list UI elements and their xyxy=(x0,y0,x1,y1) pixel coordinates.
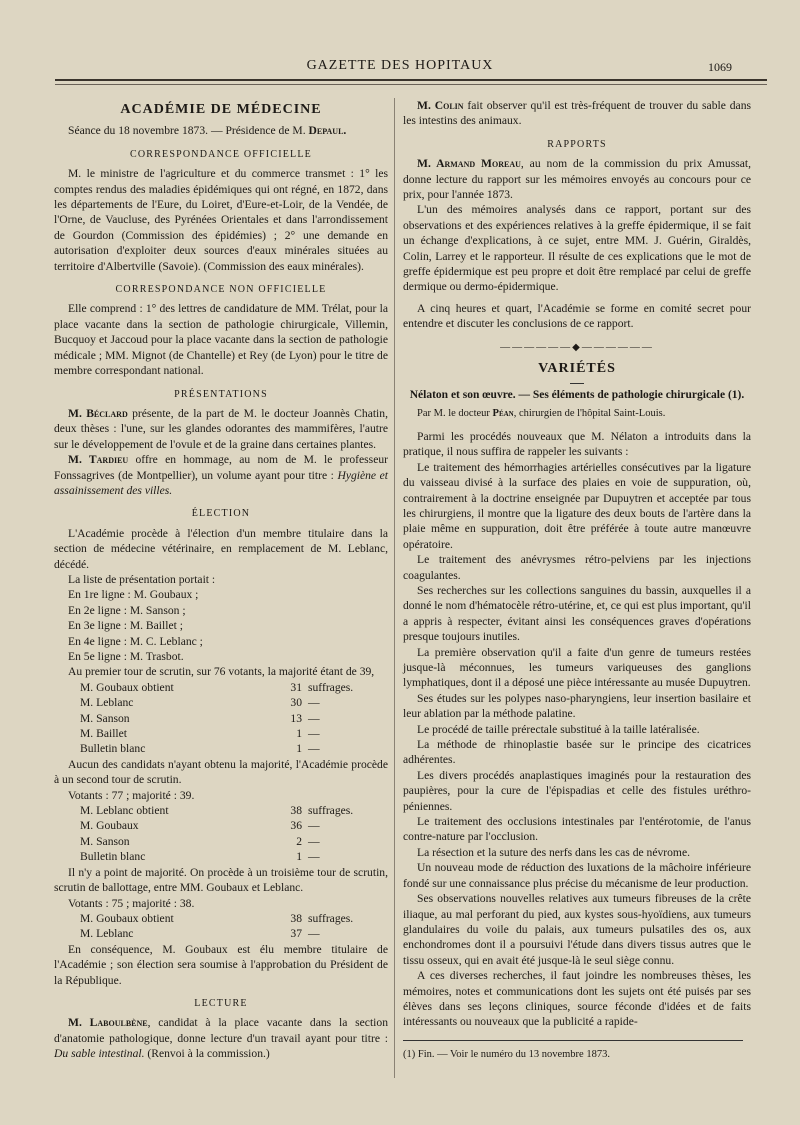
votes: 2 xyxy=(296,834,302,848)
votes: 38 xyxy=(290,804,302,818)
votes: 38 xyxy=(290,911,302,925)
tour2-intro: Aucun des candidats n'ayant obtenu la majorité, l'Académie procède à un second tour de scrutin. xyxy=(54,757,388,787)
table-row xyxy=(80,911,353,926)
header-rule xyxy=(55,79,767,81)
paragraph-presentation-tardieu xyxy=(54,452,388,498)
text-colin: fait observer qu'il est très-fréquent de trouver du sable dans les intestins des animaux. xyxy=(403,99,752,128)
candidate: M. Goubaux obtient xyxy=(80,680,174,694)
tour1-intro: Au premier tour de scrutin, sur 76 votants, la majorité étant de 39, xyxy=(68,665,375,679)
name-colin: M. Colin xyxy=(417,99,464,112)
ornamental-divider: ——————◆—————— xyxy=(500,341,654,353)
vote-table-tour1 xyxy=(80,680,353,757)
election-conclusion: En conséquence, M. Goubaux est élu membre titulaire de l'Académie ; son élection sera soumise à l'approbation du Président de la République. xyxy=(54,942,388,987)
vote-table-tour3 xyxy=(80,911,353,942)
candidate: M. Goubaux xyxy=(80,819,139,833)
table-row xyxy=(80,680,353,695)
table-row xyxy=(80,741,353,756)
article-title: Nélaton et son œuvre. — Ses éléments de pathologie chirurgicale (1). xyxy=(409,388,745,401)
article-paragraph: Le traitement des hémorrhagies artérielles consécutives par la ligature du vaisseau divisé à la surface des plaies en voie de suppuration, où, contrairement à la doctrine enseignée par Dupuytren et acceptée par tous les chirurgiens, il montre que la ligature des deux bouts de l'artère dans la plaie même en suppuration, doit être préférée à toute autre manœuvre opératoire. xyxy=(403,460,751,551)
name-beclard: M. Béclard xyxy=(68,406,128,420)
unit: — xyxy=(308,711,320,725)
paragraph-lecture xyxy=(54,1015,388,1061)
candidate: M. Leblanc obtient xyxy=(80,804,169,818)
candidate: M. Sanson xyxy=(80,834,130,848)
page-number: 1069 xyxy=(708,60,732,74)
paragraph-rapport xyxy=(403,156,751,202)
paragraph-presentation-beclard xyxy=(54,406,388,452)
candidate: M. Baillet xyxy=(80,727,128,741)
candidate: M. Sanson xyxy=(80,711,130,725)
article-paragraph: Ses études sur les polypes naso-pharyngiens, leur insertion basilaire et leur ablation par la méthode palatine. xyxy=(403,691,751,721)
paragraph-rapport-2: L'un des mémoires analysés dans ce rapport, portant sur des observations et des expériences relatives à la greffe épidermique, il se fait un échange d'explications, à ce sujet, entre MM. J. Guérin, Giraldès, Colin, Larrey et le rapporteur. Il résulte de ces explications que le mot de greffe épidermique est peu propre et doit être remplacé par celui de greffe dermique ou dermo-épidermique. xyxy=(403,203,751,294)
subhead-election: ÉLECTION xyxy=(191,508,251,520)
paragraph-election-intro: L'Académie procède à l'élection d'un membre titulaire dans la section de médecine vétérinaire, en remplacement de M. Leblanc, décédé. xyxy=(54,526,388,571)
byline-text: Par M. le docteur xyxy=(417,407,493,419)
table-row xyxy=(80,926,353,941)
article-paragraph: Ses recherches sur les collections sanguines du bassin, auxquelles il a donné le nom d'hématocèle rétro-utérine, et, ce qui est plus important, qu'il a appris à respecter, évitant ainsi les conséquences graves d'opérations presque toujours inutiles. xyxy=(403,583,751,644)
table-row xyxy=(80,818,353,833)
book-title: Hygiène et assainissement des villes. xyxy=(54,468,388,497)
votes: 37 xyxy=(290,927,302,941)
unit: — xyxy=(308,742,320,756)
article-paragraph: Le procédé de taille prérectale substitué à la taille latéralisée. xyxy=(417,722,700,736)
left-column xyxy=(54,98,388,1062)
text-rapport: , au nom de la commission du prix Amussat, donne lecture du rapport sur les mémoires envoyés au concours pour ce prix, pour l'année 1873. xyxy=(403,157,751,202)
table-row xyxy=(80,803,353,818)
article-paragraph: Parmi les procédés nouveaux que M. Nélaton a introduits dans la pratique, il nous suffira de rappeler les suivants : xyxy=(403,429,751,459)
list-item: En 2e ligne : M. Sanson ; xyxy=(68,603,186,617)
candidate: M. Goubaux obtient xyxy=(80,911,174,925)
unit: — xyxy=(308,819,320,833)
subhead-presentations: PRÉSENTATIONS xyxy=(174,388,268,400)
votes: 1 xyxy=(296,742,302,756)
unit: suffrages. xyxy=(308,680,354,694)
footnote-rule xyxy=(403,1040,743,1041)
text-renvoi: (Renvoi à la commission.) xyxy=(144,1047,270,1061)
article-paragraph: La méthode de rhinoplastie basée sur le principe des cicatrices adhérentes. xyxy=(403,738,751,767)
candidate: Bulletin blanc xyxy=(80,742,146,756)
unit: — xyxy=(308,727,320,741)
article-paragraph: La résection et la suture des nerfs dans les cas de névrome. xyxy=(417,845,690,859)
unit: — xyxy=(308,927,320,941)
unit: — xyxy=(308,696,320,710)
votes: 31 xyxy=(290,680,302,694)
article-paragraph: La première observation qu'il a faite d'un genre de tumeurs restées jusque-là méconnues, les tumeurs variqueuses des ganglions lymphatiques, dont il a déposé une pièce intéressante au musée Dupuytren. xyxy=(403,645,751,690)
article-byline xyxy=(403,406,751,421)
unit: suffrages. xyxy=(308,804,354,818)
unit: — xyxy=(308,834,320,848)
paragraph-correspondance-non-officielle: Elle comprend : 1° des lettres de candidature de MM. Trélat, pour la place vacante dans la section de pathologie chirurgicale, Villemin, Bucquoy et Jaccoud pour la place vacante dans la section de pathologie médicale ; MM. Mignot (de Chantelle) et Rey (de Lyon) pour le titre de membre correspondant national. xyxy=(54,302,388,378)
list-item: En 1re ligne : M. Goubaux ; xyxy=(68,588,199,602)
list-item: En 5e ligne : M. Trasbot. xyxy=(68,650,184,663)
author-name: Péan xyxy=(492,407,514,419)
presentation-list xyxy=(54,587,388,664)
text-tardieu: offre en hommage, au nom de M. le professeur Fonssagrives (de Montpellier), un volume ayant pour titre : xyxy=(54,453,388,482)
article-paragraph: Le traitement des occlusions intestinales par l'entérotomie, de l'anus contre-nature par l'occlusion. xyxy=(403,815,751,844)
paragraph-correspondance-officielle: M. le ministre de l'agriculture et du commerce transmet : 1° les comptes rendus des maladies épidémiques qui ont régné, en 1872, dans les départements de l'Eure, du Loiret, d'Eure-et-Loir, de la Vendée, de l'Orne, de Vaucluse, des Pyrénées Orientales et dans l'arrondissement de Gourdon (Commission des épidémies) ; 2° une demande en autorisation d'exploiter deux sources d'eaux minérales situées au territoire d'Albertville (Savoie). (Commission des eaux minérales). xyxy=(54,167,388,273)
seance-line xyxy=(54,123,388,138)
column-divider xyxy=(394,98,395,1078)
subhead-lecture: LECTURE xyxy=(194,997,248,1009)
seance-text: Séance du 18 novembre 1873. — Présidence de M. xyxy=(68,124,309,138)
subhead-correspondance-non-officielle: CORRESPONDANCE NON OFFICIELLE xyxy=(115,284,327,296)
article-paragraph: A ces diverses recherches, il faut joindre les nombreuses thèses, les mémoires, notes et communications dont les sujets ont été puisés par ses élèves dans ses leçons cliniques, source féconde d'idées et de faits intéressants ou nouveaux que la publicité a rapide- xyxy=(403,969,751,1029)
article-paragraph: Un nouveau mode de réduction des luxations de la mâchoire inférieure fondé sur une connaissance plus précise du mécanisme de leur production. xyxy=(403,861,751,890)
votes: 1 xyxy=(296,727,302,741)
short-rule xyxy=(570,383,584,384)
text-beclard: présente, de la part de M. le docteur Joannès Chatin, deux thèses : l'une, sur les glandes odorantes des mammifères, l'autre sur le développement de l'ovule et de la graine dans certaines plantes. xyxy=(54,406,388,451)
unit: — xyxy=(308,850,320,864)
list-item: En 3e ligne : M. Baillet ; xyxy=(68,619,183,633)
table-row xyxy=(80,726,353,741)
name-moreau: M. Armand Moreau xyxy=(417,157,521,171)
section-title-varietes: VARIÉTÉS xyxy=(538,361,616,377)
votes: 13 xyxy=(290,711,302,725)
article-paragraph: Ses observations nouvelles relatives aux tumeurs fibreuses de la crête iliaque, au mal perforant du pied, aux kystes sous-hyoïdiens, aux tumeurs glandulaires du voile du palais, aux tumeurs pulsatiles des os, aux enchondromes dont il a poursuivi l'étude dans divers tissus autres que le tissu osseux, qui en avait été jusque-là le seul siège connu. xyxy=(403,892,751,967)
list-item: En 4e ligne : M. C. Leblanc ; xyxy=(68,634,203,648)
vote-table-tour2 xyxy=(80,803,353,865)
running-title: GAZETTE DES HOPITAUX xyxy=(306,58,494,73)
article-paragraph: Le traitement des anévrysmes rétro-pelviens par les injections coagulantes. xyxy=(403,553,751,582)
byline-affiliation: , chirurgien de l'hôpital Saint-Louis. xyxy=(513,407,666,419)
candidate: M. Leblanc xyxy=(80,927,134,941)
table-row xyxy=(80,695,353,710)
liste-intro: La liste de présentation portait : xyxy=(68,572,216,586)
ballottage-intro: Il n'y a point de majorité. On procède à un troisième tour de scrutin, scrutin de ballottage, entre MM. Goubaux et Leblanc. xyxy=(54,865,388,895)
table-row xyxy=(80,834,353,849)
name-laboulbene: M. Laboulbène xyxy=(68,1016,148,1030)
candidate: M. Leblanc xyxy=(80,696,134,710)
article-paragraph: Les divers procédés anaplastiques imaginés pour la restauration des paupières, pour la cure de l'épispadias et celle des fistules uréthro-péniennes. xyxy=(403,768,751,813)
votes: 36 xyxy=(290,819,302,833)
table-row xyxy=(80,711,353,726)
table-row xyxy=(80,849,353,864)
header-rule-thin xyxy=(55,84,767,85)
paragraph-colin xyxy=(403,98,751,129)
section-title-academie: ACADÉMIE DE MÉDECINE xyxy=(120,102,322,117)
tour2-votants: Votants : 77 ; majorité : 39. xyxy=(68,788,195,802)
tour3-votants: Votants : 75 ; majorité : 38. xyxy=(68,896,195,910)
right-column xyxy=(403,98,751,1062)
candidate: Bulletin blanc xyxy=(80,850,146,864)
votes: 1 xyxy=(296,850,302,864)
votes: 30 xyxy=(290,696,302,710)
work-title: Du sable intestinal. xyxy=(54,1047,145,1061)
name-tardieu: M. Tardieu xyxy=(68,453,129,467)
president-name: Depaul. xyxy=(308,124,347,138)
text-lecture: , candidat à la place vacante dans la section d'anatomie pathologique, donne lecture d'un travail ayant pour titre : xyxy=(54,1016,388,1045)
subhead-correspondance-officielle: CORRESPONDANCE OFFICIELLE xyxy=(130,148,312,160)
paragraph-comite-secret: A cinq heures et quart, l'Académie se forme en comité secret pour entendre et discuter les conclusions de ce rapport. xyxy=(403,301,751,331)
footnote: (1) Fin. — Voir le numéro du 13 novembre 1873. xyxy=(403,1048,610,1060)
subhead-rapports: RAPPORTS xyxy=(547,138,607,150)
unit: suffrages. xyxy=(308,911,354,925)
